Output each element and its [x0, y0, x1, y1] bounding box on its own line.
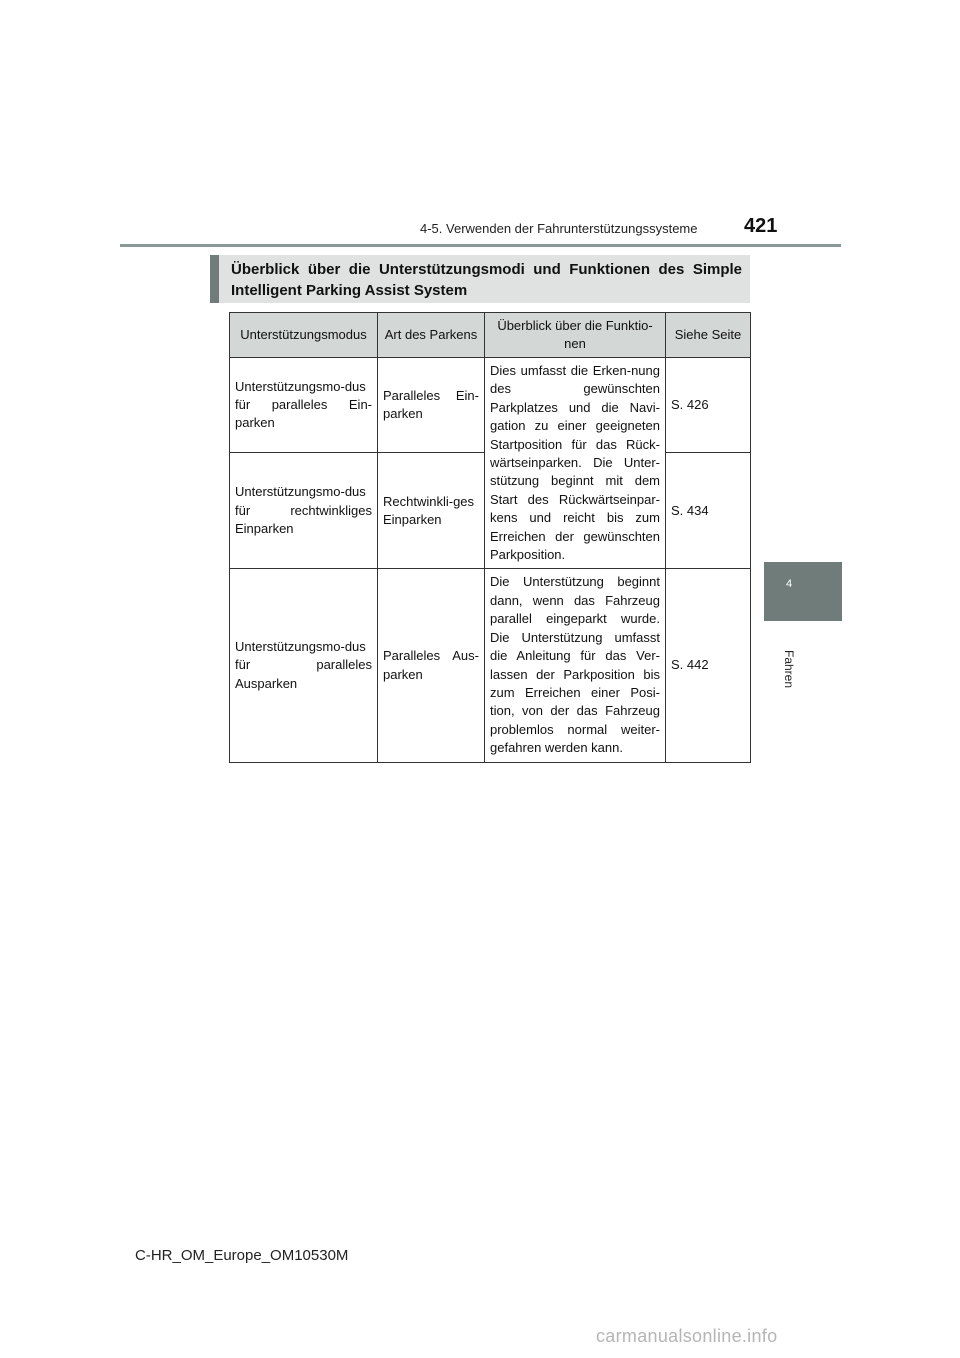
document-code: C-HR_OM_Europe_OM10530M: [135, 1247, 349, 1264]
column-header-parking-type: Art des Parkens: [378, 313, 485, 358]
page-reference-cell: S. 434: [666, 453, 751, 569]
parking-type-cell: Paralleles Ein-parken: [378, 358, 485, 453]
page-number: 421: [744, 215, 778, 237]
column-header-page: Siehe Seite: [666, 313, 751, 358]
overview-cell: Dies umfasst die Erken-nung des gewünschten Parkplatzes und die Navi-gation zu einer geeigneten Startposition für das Rück-wärtseinparken. Die Unter-stützung beginnt mit dem Start des Rückwärtseinpar-kens und reicht bis zum Erreichen der gewünschten Parkposition.: [485, 358, 666, 569]
overview-cell: Die Unterstützung beginnt dann, wenn das Fahrzeug parallel eingeparkt wurde. Die Unterstützung umfasst die Anleitung für das Ver-lassen der Parkposition bis zum Erreichen einer Posi-tion, von der das Fahrzeug problemlos normal weiter-gefahren werden kann.: [485, 569, 666, 762]
column-header-mode: Unterstützungsmodus: [230, 313, 378, 358]
table-header-row: [230, 313, 751, 358]
chapter-tab-number: 4: [786, 578, 793, 590]
parking-type-cell: Rechtwinkli-ges Einparken: [378, 453, 485, 569]
page-reference-cell: S. 426: [666, 358, 751, 453]
table-row: [230, 358, 751, 453]
section-heading: Überblick über die Unterstützungsmodi und Funktionen des Simple Intelligent Parking Assist System: [210, 255, 750, 303]
column-header-overview: Überblick über die Funktio-nen: [485, 313, 666, 358]
watermark: carmanualsonline.info: [596, 1326, 778, 1346]
table-row: [230, 569, 751, 762]
page-reference-cell: S. 442: [666, 569, 751, 762]
chapter-title: 4-5. Verwenden der Fahrunterstützungssysteme: [420, 221, 698, 236]
parking-type-cell: Paralleles Aus-parken: [378, 569, 485, 762]
mode-cell: Unterstützungsmo-dus für paralleles Ein-parken: [230, 358, 378, 453]
header-divider: [120, 244, 841, 247]
chapter-tab-label: Fahren: [782, 650, 796, 689]
overview-table: [229, 312, 751, 763]
chapter-tab[interactable]: [764, 562, 842, 621]
mode-cell: Unterstützungsmo-dus für rechtwinkliges Einparken: [230, 453, 378, 569]
mode-cell: Unterstützungsmo-dus für paralleles Ausparken: [230, 569, 378, 762]
